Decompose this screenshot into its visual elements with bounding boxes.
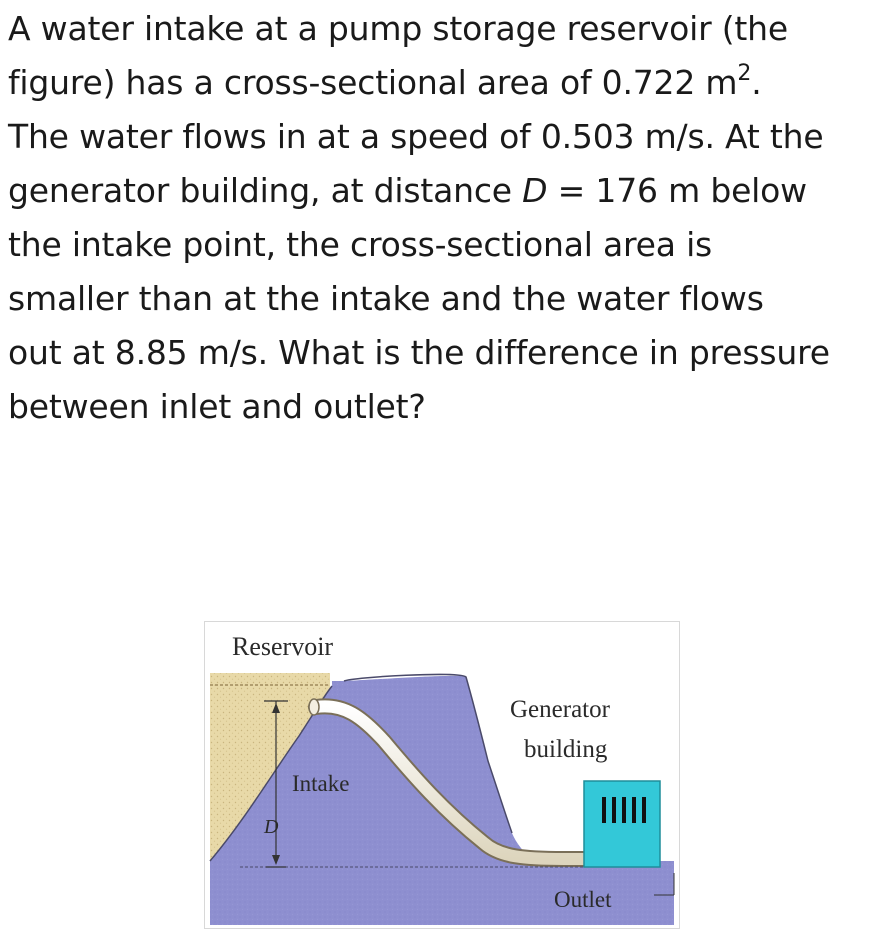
- problem-line-3: The water flows in at a speed of 0.503 m/s. At the: [8, 117, 824, 156]
- problem-line-2-end: .: [751, 63, 762, 102]
- problem-line-4-text: generator building, at distance: [8, 171, 523, 210]
- generator-label-line1: Generator: [510, 696, 610, 723]
- generator-label-line2: building: [524, 736, 608, 763]
- intake-opening: [309, 699, 319, 715]
- distance-variable: D: [522, 171, 548, 210]
- problem-line-4: [8, 164, 876, 218]
- problem-text: [8, 2, 876, 434]
- problem-line-2-text: figure) has a cross-sectional area of 0.722 m: [8, 63, 738, 102]
- distance-label: D: [264, 816, 279, 838]
- area-exponent: 2: [737, 61, 752, 86]
- reservoir-label: Reservoir: [232, 632, 334, 661]
- problem-line-2: [8, 56, 876, 110]
- reservoir-figure: [204, 621, 680, 929]
- reservoir-diagram: [204, 621, 680, 929]
- problem-line-5: the intake point, the cross-sectional area is: [8, 225, 713, 264]
- outlet-label: Outlet: [554, 887, 612, 912]
- problem-line-4-end: = 176 m below: [547, 171, 807, 210]
- problem-line-8: between inlet and outlet?: [8, 387, 426, 426]
- problem-line-1: A water intake at a pump storage reservoir (the: [8, 9, 788, 48]
- problem-line-6: smaller than at the intake and the water flows: [8, 279, 764, 318]
- generator-building: [584, 781, 660, 867]
- problem-line-7: out at 8.85 m/s. What is the difference in pressure: [8, 333, 830, 372]
- intake-label: Intake: [292, 771, 350, 796]
